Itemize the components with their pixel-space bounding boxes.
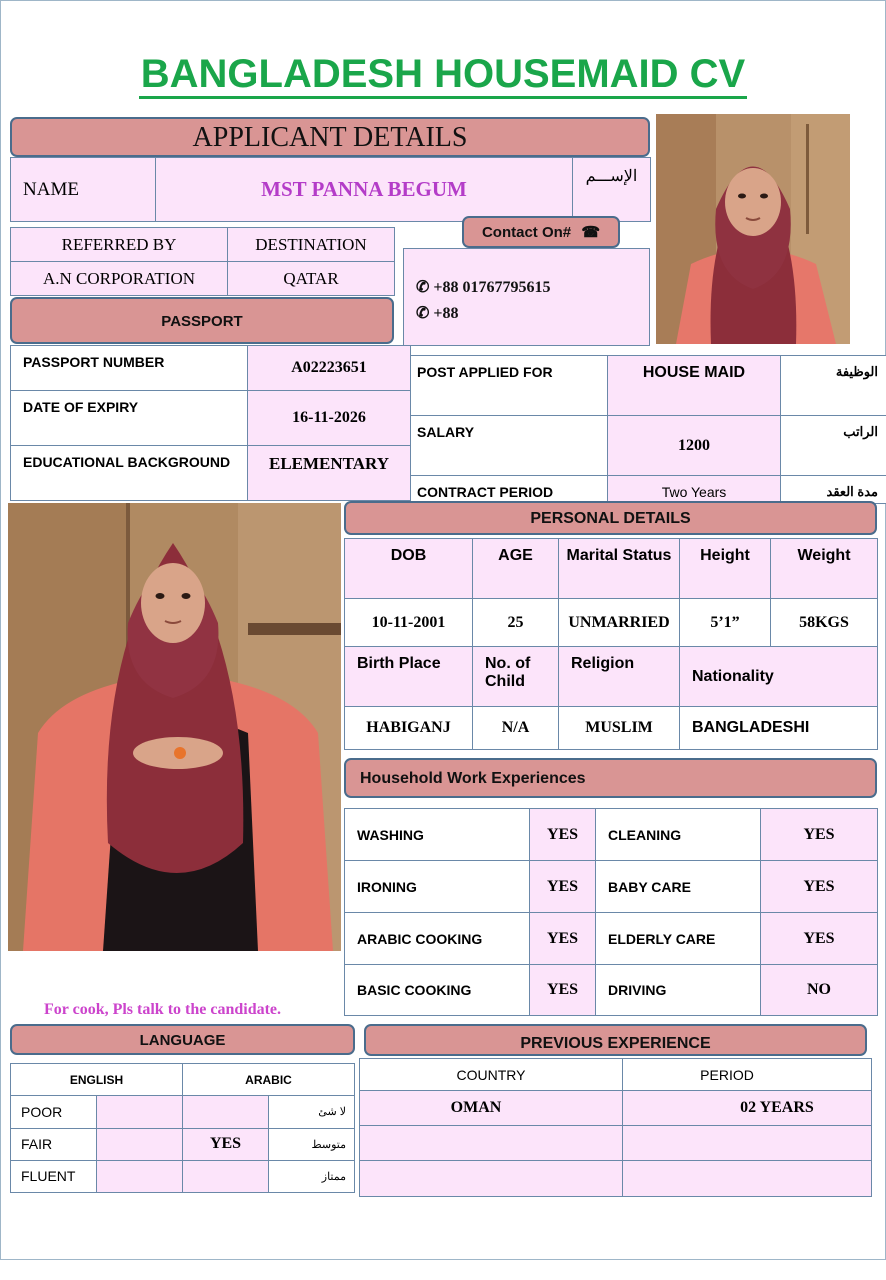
prev-col-country: COUNTRY	[360, 1059, 623, 1091]
pd-value-height: 5’1”	[680, 599, 771, 647]
applicant-photo-portrait	[656, 114, 850, 344]
education-label: EDUCATIONAL BACKGROUND	[11, 446, 248, 501]
hw-value-ironing: YES	[530, 861, 596, 913]
hw-label-basic-cooking: BASIC COOKING	[345, 965, 530, 1016]
contract-period-value: Two Years	[608, 476, 781, 504]
language-level-fluent: FLUENT	[11, 1160, 97, 1192]
contact-box	[403, 248, 650, 346]
language-level-fair-arabic: متوسط	[269, 1128, 355, 1160]
hw-value-arabic-cooking: YES	[530, 913, 596, 965]
prev-country-1: OMAN	[360, 1091, 623, 1126]
hw-label-arabic-cooking: ARABIC COOKING	[345, 913, 530, 965]
pd-header-weight: Weight	[771, 539, 878, 599]
pd-header-age: AGE	[473, 539, 559, 599]
phone-number-2: +88	[433, 305, 459, 322]
passport-table	[10, 345, 411, 501]
date-of-expiry-value: 16-11-2026	[248, 391, 411, 446]
pd-value-religion: MUSLIM	[559, 707, 680, 750]
pd-value-dob: 10-11-2001	[345, 599, 473, 647]
pd-value-nationality: BANGLADESHI	[680, 707, 878, 750]
hw-value-baby-care: YES	[761, 861, 878, 913]
post-applied-value: HOUSE MAID	[608, 356, 781, 416]
post-applied-label-arabic: الوظيفة	[781, 356, 886, 416]
pd-header-dob: DOB	[345, 539, 473, 599]
prev-period-2	[623, 1126, 872, 1161]
language-english-poor	[97, 1096, 183, 1128]
pd-header-religion: Religion	[559, 647, 680, 707]
pd-value-weight: 58KGS	[771, 599, 878, 647]
passport-number-value: A02223651	[248, 346, 411, 391]
phone-icon: ✆	[416, 279, 430, 296]
applicant-details-header: APPLICANT DETAILS	[10, 117, 650, 157]
phone-line-2	[416, 303, 459, 323]
pd-header-height: Height	[680, 539, 771, 599]
name-label-arabic: الإســـم	[573, 158, 651, 222]
pd-header-marital-status: Marital Status	[559, 539, 680, 599]
personal-details-table	[344, 538, 878, 750]
hw-label-cleaning: CLEANING	[596, 809, 761, 861]
prev-period-1: 02 YEARS	[623, 1091, 872, 1126]
pd-value-marital-status: UNMARRIED	[559, 599, 680, 647]
cv-title	[0, 52, 886, 97]
post-applied-label: POST APPLIED FOR	[411, 356, 608, 416]
hw-value-basic-cooking: YES	[530, 965, 596, 1016]
pd-header-birth-place: Birth Place	[345, 647, 473, 707]
pd-header-no-of-child: No. of Child	[473, 647, 559, 707]
language-english-fair	[97, 1128, 183, 1160]
prev-country-3	[360, 1161, 623, 1197]
date-of-expiry-label: DATE OF EXPIRY	[11, 391, 248, 446]
hw-value-washing: YES	[530, 809, 596, 861]
passport-header: PASSPORT	[10, 297, 394, 344]
contact-header-label: Contact On#	[481, 224, 572, 241]
personal-details-header: PERSONAL DETAILS	[344, 501, 877, 535]
hw-value-elderly-care: YES	[761, 913, 878, 965]
pd-value-no-of-child: N/A	[473, 707, 559, 750]
language-arabic-fluent	[183, 1160, 269, 1192]
hw-value-cleaning: YES	[761, 809, 878, 861]
cook-note: For cook, Pls talk to the candidate.	[44, 1001, 282, 1018]
hw-label-baby-care: BABY CARE	[596, 861, 761, 913]
name-table	[10, 157, 651, 222]
hw-label-driving: DRIVING	[596, 965, 761, 1016]
phone-icon: ✆	[416, 305, 430, 322]
language-header: LANGUAGE	[10, 1024, 355, 1055]
previous-experience-table	[359, 1058, 872, 1197]
salary-label-arabic: الراتب	[781, 416, 886, 476]
prev-country-2	[360, 1126, 623, 1161]
destination-label: DESTINATION	[228, 228, 395, 262]
post-table	[410, 355, 886, 504]
language-table	[10, 1063, 355, 1193]
salary-value: 1200	[608, 416, 781, 476]
previous-experience-header: PREVIOUS EXPERIENCE	[364, 1024, 867, 1056]
language-level-poor-arabic: لا شئ	[269, 1096, 355, 1128]
referred-by-label: REFERRED BY	[11, 228, 228, 262]
destination-value: QATAR	[228, 262, 395, 296]
salary-label: SALARY	[411, 416, 608, 476]
household-table	[344, 808, 878, 1016]
applicant-photo-full	[8, 503, 341, 951]
cv-title-text: BANGLADESH HOUSEMAID CV	[139, 52, 747, 99]
phone-number-1: +88 01767795615	[433, 279, 551, 296]
phone-line-1	[416, 277, 551, 297]
household-header: Household Work Experiences	[344, 758, 877, 798]
name-label: NAME	[11, 158, 156, 222]
prev-col-period: PERIOD	[623, 1059, 872, 1091]
education-value: ELEMENTARY	[248, 446, 411, 501]
telephone-icon: ☎	[581, 224, 601, 241]
hw-label-ironing: IRONING	[345, 861, 530, 913]
language-level-poor: POOR	[11, 1096, 97, 1128]
contract-period-label-arabic: مدة العقد	[781, 476, 886, 504]
contract-period-label: CONTRACT PERIOD	[411, 476, 608, 504]
contact-header	[462, 216, 620, 248]
pd-value-birth-place: HABIGANJ	[345, 707, 473, 750]
name-value: MST PANNA BEGUM	[156, 158, 573, 222]
pd-header-nationality: Nationality	[680, 647, 878, 707]
language-col-english: ENGLISH	[11, 1064, 183, 1096]
language-english-fluent	[97, 1160, 183, 1192]
hw-label-elderly-care: ELDERLY CARE	[596, 913, 761, 965]
language-level-fair: FAIR	[11, 1128, 97, 1160]
language-arabic-poor	[183, 1096, 269, 1128]
prev-period-3	[623, 1161, 872, 1197]
referred-by-value: A.N CORPORATION	[11, 262, 228, 296]
hw-label-washing: WASHING	[345, 809, 530, 861]
language-col-arabic: ARABIC	[183, 1064, 355, 1096]
hw-value-driving: NO	[761, 965, 878, 1016]
language-level-fluent-arabic: ممتاز	[269, 1160, 355, 1192]
passport-number-label: PASSPORT NUMBER	[11, 346, 248, 391]
referral-table	[10, 227, 395, 296]
language-arabic-fair: YES	[183, 1128, 269, 1160]
pd-value-age: 25	[473, 599, 559, 647]
